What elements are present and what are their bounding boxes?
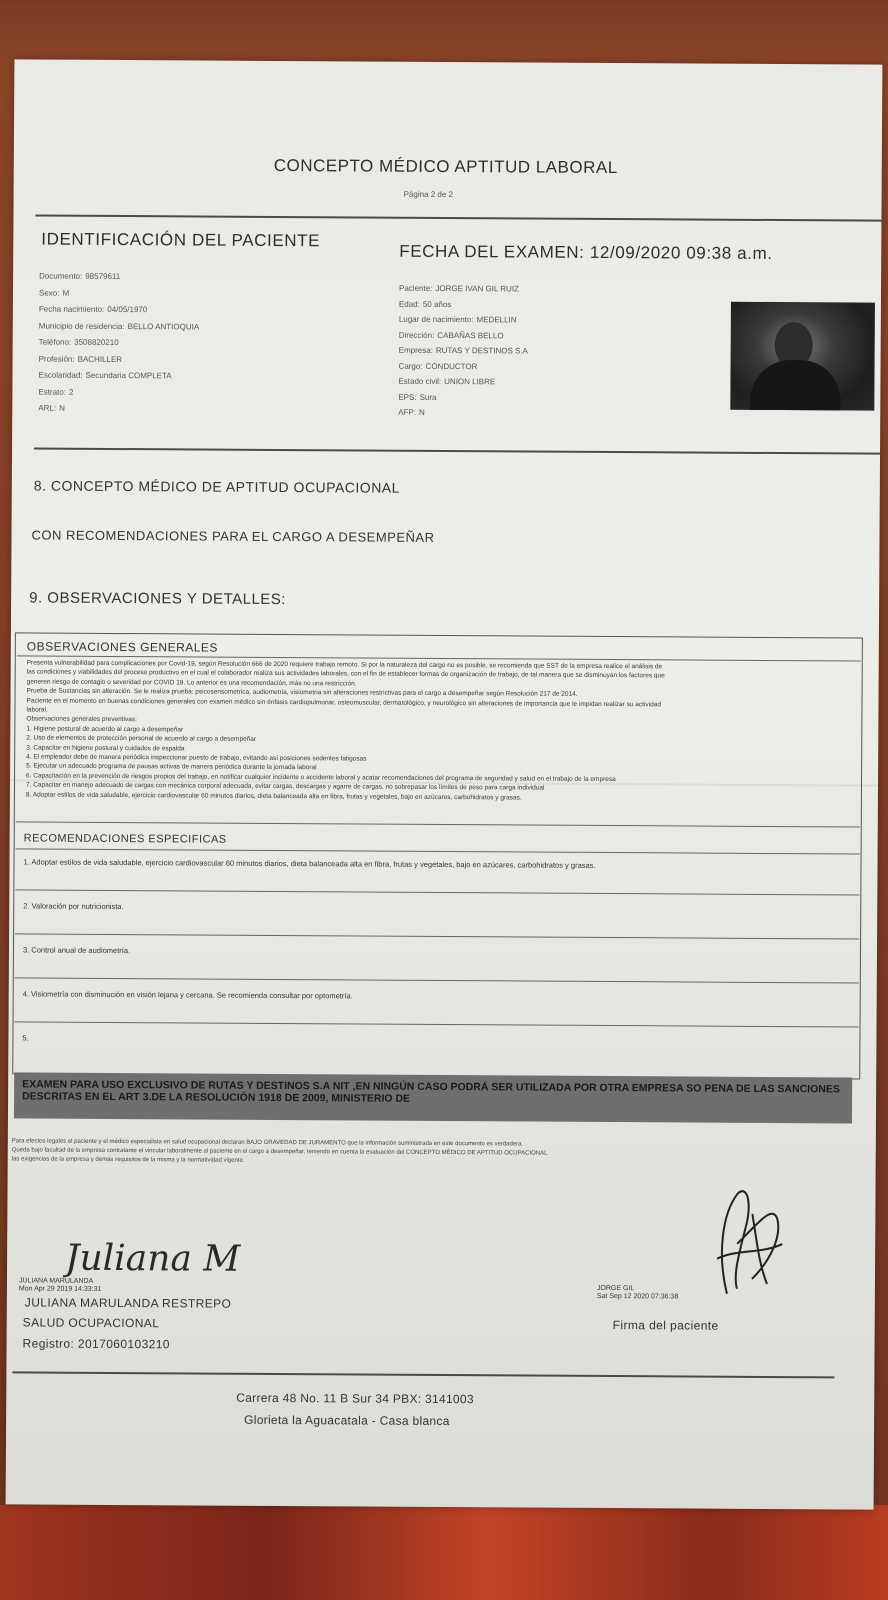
section9-heading: 9. OBSERVACIONES Y DETALLES: [29, 589, 287, 609]
general-observation-line: 6. Capacitación en la prevención de riesgos propios del trabajo, en notificar cualquier incidente o accidente laboral y acatar recomendaciones del programa de seguridad y salud en el trabajo de la empresa [26, 772, 616, 783]
patient-left-field-label: Fecha nacimiento: [38, 304, 105, 314]
patient-right-field [398, 377, 495, 387]
patient-right-field-value: N [419, 407, 425, 417]
exam-date-heading: FECHA DEL EXAMEN: 12/09/2020 09:38 a.m. [399, 241, 773, 263]
patient-right-field [399, 346, 528, 356]
patient-left-field-value: BELLO ANTIOQUIA [127, 321, 200, 331]
patient-right-field-value: CONDUCTOR [425, 361, 478, 371]
doctor-name: JULIANA MARULANDA RESTREPO [24, 1295, 232, 1311]
patient-right-field [399, 330, 504, 340]
patient-left-field [39, 354, 123, 364]
specific-recommendation-item: 4. Visiometría con disminución en visión lejana y cercana. Se recomienda consultar por optometría. [22, 989, 353, 1001]
patient-right-field-value: MEDELLIN [476, 315, 517, 325]
patient-right-field-value: CABAÑAS BELLO [437, 330, 504, 340]
patient-left-field-label: Sexo: [38, 288, 60, 298]
doctor-signature-icon [63, 1230, 293, 1281]
general-observation-line: 8. Adoptar estilos de vida saludable, ejercicio cardiovascular 60 minutos diarios, dieta balanceada alta en fibra, frutas y vegetales, bajo en azúcares, carbohidratos y grasas. [25, 791, 522, 802]
patient-left-field [38, 371, 171, 381]
patient-left-field [39, 288, 69, 297]
patient-left-field-value: BACHILLER [77, 354, 123, 364]
patient-right-field-label: Paciente: [399, 283, 433, 293]
general-observation-line: Observaciones generales preventivas: [26, 715, 137, 724]
patient-left-field-label: Escolaridad: [38, 370, 83, 380]
general-observation-line: generen riesgo de contagio o severidad por COVID 19. Lo anterior es una recomendación, más no una restricción. [26, 678, 357, 688]
patient-left-field-value: 2 [68, 387, 74, 397]
exclusive-use-warning: EXAMEN PARA USO EXCLUSIVO DE RUTAS Y DESTINOS S.A NIT ,EN NINGÚN CASO PODRÁ SER UTILIZADA POR OTRA EMPRESA SO PENA DE LAS SANCIONES DESCRITAS EN EL ART 3.DE LA RESOLUCIÓN 1918 DE 2009, MINISTERIO DE [14, 1072, 852, 1123]
general-observation-line: Paciente en el momento en buenas condiciones generales con examen médico sin énfasis cardiopulmonar, osteomuscular, dermatológico, y neurológico sin alteraciones de importancia que le impidan realizar su actividad [26, 697, 661, 708]
patient-left-field [39, 338, 119, 347]
header-rule-top [35, 214, 881, 221]
patient-left-field-label: ARL: [38, 403, 57, 413]
doctor-sig-name: JULIANA MARULANDA [18, 1277, 94, 1285]
patient-right-field-value: UNION LIBRE [444, 376, 496, 387]
patient-right-field-label: Cargo: [398, 361, 423, 371]
patient-right-field-label: Dirección: [398, 330, 435, 340]
legal-line: Para efectos legales el paciente y el médico especialista en salud ocupacional declaran BAJO GRAVEDAD DE JURAMENTO que la información suministrada en este documento es verdadera. [11, 1138, 524, 1148]
doctor-signature-text: Juliana M [64, 1237, 241, 1280]
general-observation-line: 4. El empleador debe de manera periódica inspeccionar puesto de trabajo, evitando así posiciones sedentes fatigosas [26, 753, 367, 763]
footer-place: Glorieta la Aguacatala - Casa blanca [244, 1412, 450, 1429]
patient-right-field [399, 284, 519, 294]
general-observation-line: laboral. [26, 706, 48, 714]
patient-left-field-value: Secundaria COMPLETA [85, 370, 172, 381]
doctor-registry: Registro: 2017060103210 [22, 1336, 170, 1352]
patient-right-field-value: Sura [419, 392, 437, 402]
patient-photo [730, 302, 875, 411]
patient-id-heading: IDENTIFICACIÓN DEL PACIENTE [41, 229, 321, 251]
patient-right-field-value: RUTAS Y DESTINOS S.A [435, 345, 528, 356]
specific-recommendation-item: 3. Control anual de audiometría. [22, 945, 131, 956]
general-observations-label: OBSERVACIONES GENERALES [26, 639, 218, 655]
patient-sig-date: Sat Sep 12 2020 07:36:38 [596, 1292, 679, 1301]
general-observation-line: las condiciones y viabilidades del proceso productivo en el cual el colaborador realiza sus actividades laborales, con el fin de establecer formas de organización de trabajo, de tal manera que se disminuyan los factores que [26, 668, 665, 680]
patient-signature-icon [697, 1184, 808, 1305]
patient-left-field [38, 387, 73, 396]
document-title: CONCEPTO MÉDICO APTITUD LABORAL [273, 155, 618, 178]
patient-left-field-label: Estrato: [38, 387, 66, 397]
patient-left-field-value: 04/05/1970 [107, 304, 148, 315]
patient-left-field-label: Teléfono: [38, 337, 72, 347]
general-observation-line: Presenta vulnerabilidad para complicaciones por Covid-19, según Resolución 666 de 2020 requiere trabajo remoto. Si por la naturaleza del cargo no es posible, se recomienda que SST de la empresa realice el análisis de [26, 659, 663, 671]
doctor-role: SALUD OCUPACIONAL [22, 1315, 160, 1331]
general-observation-line: 1. Higiene postural de acuerdo al cargo a desempeñar [26, 725, 184, 734]
aptitude-concept: CON RECOMENDACIONES PARA EL CARGO A DESEMPEÑAR [31, 527, 435, 545]
patient-right-field-label: AFP: [398, 407, 417, 417]
patient-right-field-label: Empresa: [398, 345, 433, 355]
general-observation-line: 7. Capacitar en manejo adecuado de cargas con mecánica corporal adecuada, evitar cargas, descargas y agarre de cargas, no sobrepasar los límites de peso para carga individual [25, 781, 545, 792]
patient-right-field-value: JORGE IVAN GIL RUIZ [435, 283, 519, 294]
patient-left-field-label: Municipio de residencia: [38, 321, 125, 331]
patient-right-field [398, 408, 425, 417]
patient-left-field [39, 321, 199, 331]
footer-rule [12, 1371, 834, 1378]
patient-left-field-value: M [62, 288, 70, 298]
general-observation-line: Prueba de Sustancias sin alteración. Se le realiza prueba: psicosensometrica, audiometria, visiometria sin alteraciones restrictivas para el cargo a desempeñar según Resolución 217 de 2014. [26, 687, 578, 699]
patient-left-field-label: Documento: [39, 271, 83, 281]
legal-line: Queda bajo facultad de la empresa contratante el vincular laboralmente al paciente en el cargo a desempeñar, teniendo en cuenta la evaluación del CONCEPTO MÉDICO DE APTITUD OCUPACIONAL [11, 1147, 548, 1157]
patient-right-field-label: Lugar de nacimiento: [398, 314, 474, 325]
photo-body [750, 360, 840, 411]
section8-heading: 8. CONCEPTO MÉDICO DE APTITUD OCUPACIONAL [33, 477, 401, 496]
legal-line: las exigencias de la empresa y demás requisitos de la misma y la normatividad vigente. [11, 1156, 245, 1164]
general-observation-line: 2. Uso de elementos de protección personal de acuerdo al cargo a desempeñar [26, 734, 257, 744]
patient-left-field-value: 98579611 [85, 271, 121, 282]
medical-document [6, 59, 883, 1509]
specific-recommendation-item: 2. Valoración por nutricionista. [23, 901, 124, 912]
patient-sig-name: JORGE GIL [596, 1284, 635, 1293]
patient-signature-label: Firma del paciente [612, 1318, 719, 1333]
patient-left-field [39, 305, 147, 315]
general-observation-line: 3. Capacitar en higiene postural y cuidados de espalda [26, 744, 185, 753]
patient-right-field-label: Estado civil: [398, 376, 442, 386]
patient-right-field-label: EPS: [398, 392, 417, 402]
patient-right-field-value: 50 años [422, 299, 452, 309]
general-observation-line: 5. Ejecutar un adecuado programa de pausas activas de manera periódica durante la jornada laboral [26, 762, 317, 772]
patient-right-field [399, 299, 451, 308]
patient-right-field [399, 361, 478, 370]
specific-recommendation-item: 1. Adoptar estilos de vida saludable, ejercicio cardiovascular 60 minutos diarios, dieta balanceada alta en fibra, frutas y vegetales, bajo en azúcares, carbohidratos y grasas. [23, 857, 596, 870]
patient-right-field [398, 392, 436, 401]
header-rule-bottom [34, 447, 880, 454]
specific-recommendation-item: 5. [22, 1033, 29, 1043]
patient-left-field-value: N [59, 403, 65, 413]
specific-recommendations-label: RECOMENDACIONES ESPECIFICAS [23, 832, 227, 846]
patient-left-field-label: Profesión: [38, 354, 75, 364]
patient-right-field-label: Edad: [398, 299, 420, 309]
page-number: Página 2 de 2 [403, 189, 454, 200]
footer-address: Carrera 48 No. 11 B Sur 34 PBX: 3141003 [236, 1390, 474, 1407]
patient-left-field-value: 3508820210 [74, 337, 119, 348]
doctor-sig-date: Mon Apr 29 2019 14:33:31 [18, 1285, 102, 1293]
patient-right-field [399, 315, 517, 325]
patient-left-field [39, 272, 120, 281]
patient-left-field [38, 404, 65, 413]
background-fabric [0, 1505, 888, 1600]
